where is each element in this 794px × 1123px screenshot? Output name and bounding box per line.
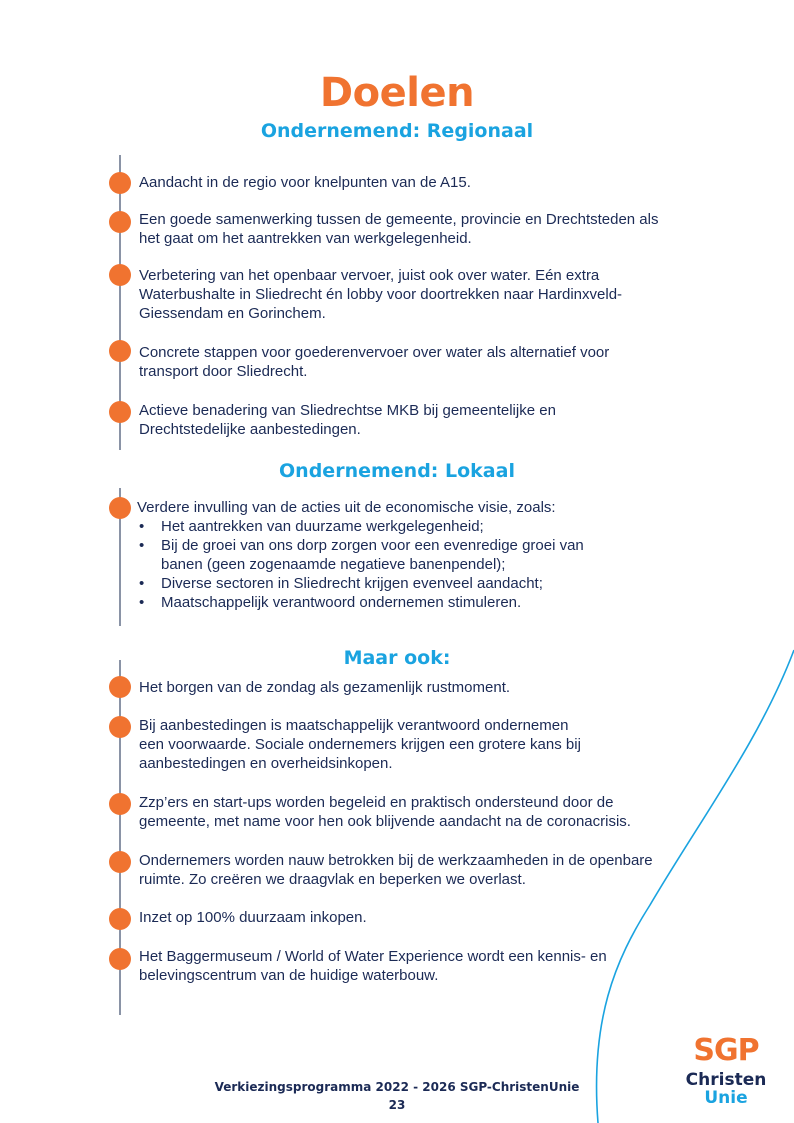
timeline-dot [109,716,131,738]
timeline-dot [109,851,131,873]
list-item: Bij aanbestedingen is maatschappelijk verantwoord ondernemen een voorwaarde. Sociale ondernemers krijgen een grotere kans bij aanbestedingen en overheidsinkopen. [139,717,581,772]
list-item: Actieve benadering van Sliedrechtse MKB bij gemeentelijke en Drechtstedelijke aanbestedingen. [139,402,556,438]
bullet-item: • Het aantrekken van duurzame werkgelegenheid; [139,517,699,536]
timeline-dot [109,401,131,423]
page-number: 23 [388,1098,406,1112]
list-item: Inzet op 100% duurzaam inkopen. [139,909,367,926]
list-item: Een goede samenwerking tussen de gemeente, provincie en Drechtsteden als het gaat om het aantrekken van werkgelegenheid. [139,211,659,247]
list-item: Ondernemers worden nauw betrokken bij de werkzaamheden in de openbare ruimte. Zo creëren we draagvlak en beperken we overlast. [139,852,653,888]
lokaal-bullet-list [139,517,699,612]
list-item: Aandacht in de regio voor knelpunten van de A15. [139,174,471,191]
logo-sgp-text: SGP [693,1033,759,1068]
timeline-dot [109,676,131,698]
bullet-item: • Bij de groei van ons dorp zorgen voor een evenredige groei van banen (geen zogenaamde negatieve banenpendel); [139,536,699,574]
timeline-dot [109,948,131,970]
list-item: Verbetering van het openbaar vervoer, juist ook over water. Eén extra Waterbushalte in Sliedrecht én lobby voor doortrekken naar Hardinxveld- Giessendam en Gorinchem. [139,267,623,322]
list-item: Concrete stappen voor goederenvervoer over water als alternatief voor transport door Sliedrecht. [139,344,610,380]
logo-unie-text: Unie [704,1088,748,1108]
lokaal-intro: Verdere invulling van de acties uit de economische visie, zoals: [137,499,556,516]
timeline-dot [109,793,131,815]
logo-christen-text: Christen [685,1070,767,1090]
list-item: Het Baggermuseum / World of Water Experience wordt een kennis- en belevingscentrum van de huidige waterbouw. [139,948,607,984]
section-heading-regionaal: Ondernemend: Regionaal [260,120,534,142]
timeline-dot [109,340,131,362]
timeline-dot [109,264,131,286]
timeline-dot [109,211,131,233]
page-title: Doelen [319,70,475,116]
list-item: Het borgen van de zondag als gezamenlijk rustmoment. [139,679,511,696]
timeline-dot [109,497,131,519]
list-item: Zzp’ers en start-ups worden begeleid en praktisch ondersteund door de gemeente, met name voor hen ook blijvende aandacht na de coronacrisis. [139,794,631,830]
timeline-dot [109,908,131,930]
section-heading-lokaal: Ondernemend: Lokaal [279,460,515,482]
timeline-dot [109,172,131,194]
footer-program-title: Verkiezingsprogramma 2022 - 2026 SGP-ChristenUnie [214,1080,580,1094]
bullet-item: • Maatschappelijk verantwoord ondernemen stimuleren. [139,593,699,612]
bullet-item: • Diverse sectoren in Sliedrecht krijgen evenveel aandacht; [139,574,699,593]
section-heading-maar-ook: Maar ook: [343,647,451,669]
sgp-christenunie-logo [678,1033,774,1108]
